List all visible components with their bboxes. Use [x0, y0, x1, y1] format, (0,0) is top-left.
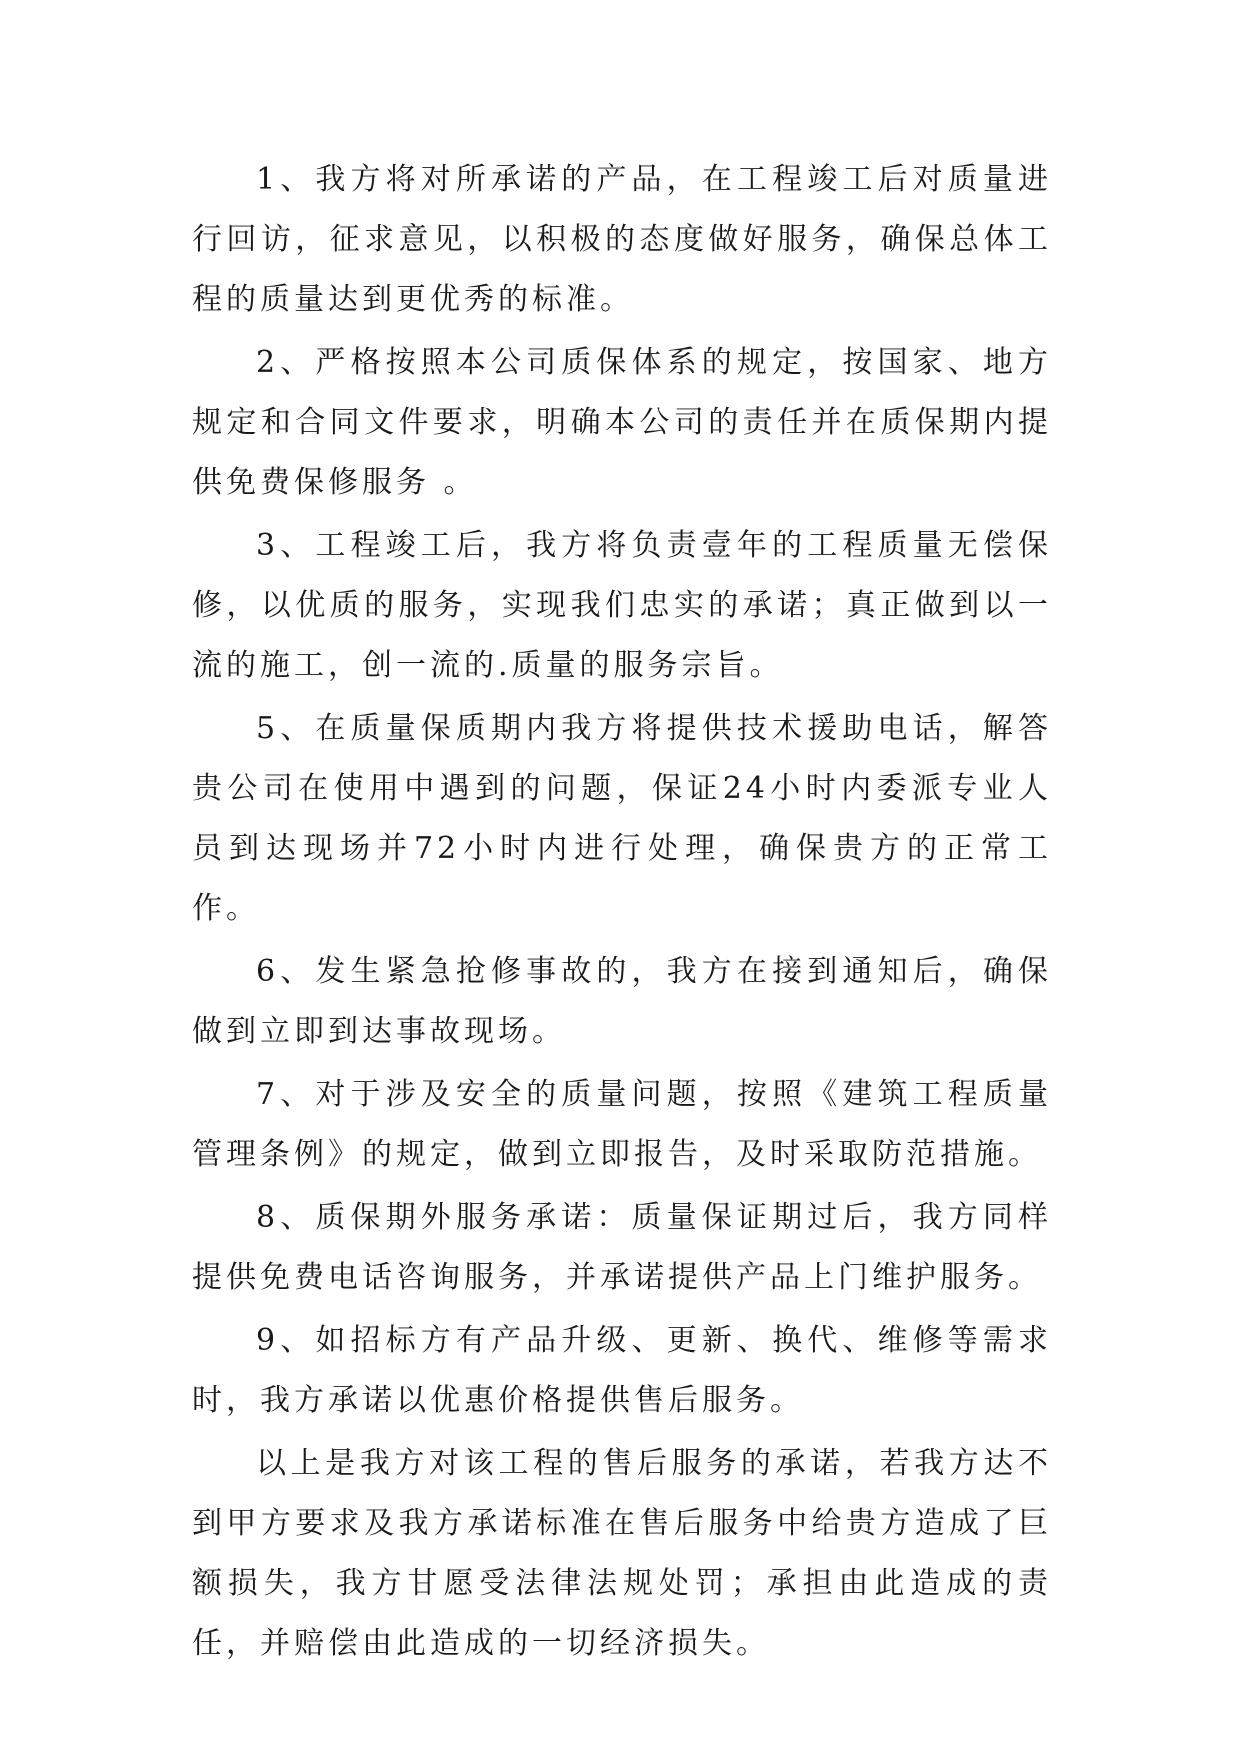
document-page	[192, 150, 1052, 1677]
paragraph-item-9: 9、如招标方有产品升级、更新、换代、维修等需求时，我方承诺以优惠价格提供售后服务。	[192, 1323, 1052, 1418]
paragraph-item-8: 8、质保期外服务承诺：质量保证期过后，我方同样提供免费电话咨询服务，并承诺提供产品上门维护服务。	[192, 1200, 1052, 1295]
paragraph-item-6: 6、发生紧急抢修事故的，我方在接到通知后，确保做到立即到达事故现场。	[192, 954, 1052, 1049]
paragraph-conclusion: 以上是我方对该工程的售后服务的承诺，若我方达不到甲方要求及我方承诺标准在售后服务中给贵方造成了巨额损失，我方甘愿受法律法规处罚；承担由此造成的责任，并赔偿由此造成的一切经济损失。	[192, 1446, 1052, 1661]
paragraph-item-2: 2、严格按照本公司质保体系的规定，按国家、地方规定和合同文件要求，明确本公司的责任并在质保期内提供免费保修服务 。	[192, 345, 1052, 500]
paragraph-item-1: 1、我方将对所承诺的产品，在工程竣工后对质量进行回访，征求意见，以积极的态度做好服务，确保总体工程的质量达到更优秀的标准。	[192, 162, 1052, 317]
paragraph-item-3: 3、工程竣工后，我方将负责壹年的工程质量无偿保修，以优质的服务，实现我们忠实的承诺；真正做到以一流的施工，创一流的.质量的服务宗旨。	[192, 528, 1052, 683]
paragraph-item-7: 7、对于涉及安全的质量问题，按照《建筑工程质量管理条例》的规定，做到立即报告，及时采取防范措施。	[192, 1077, 1052, 1172]
paragraph-item-5: 5、在质量保质期内我方将提供技术援助电话，解答贵公司在使用中遇到的问题，保证24小时内委派专业人员到达现场并72小时内进行处理，确保贵方的正常工作。	[192, 711, 1052, 926]
